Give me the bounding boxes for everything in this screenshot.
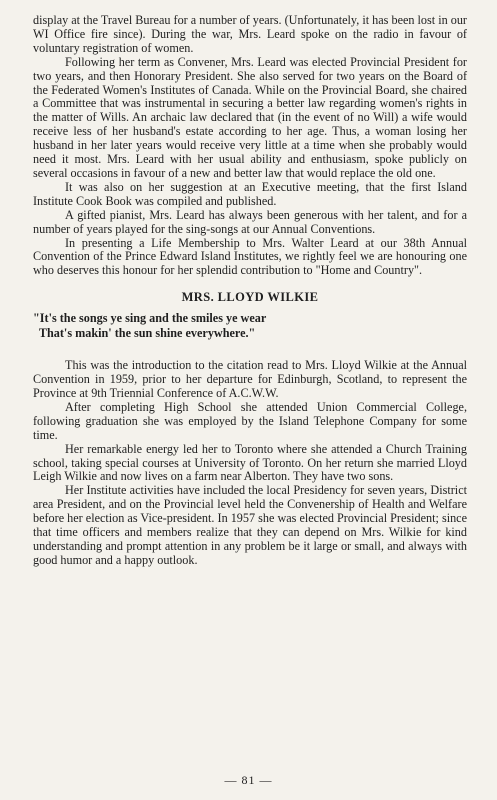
paragraph-introduction: This was the introduction to the citation read to Mrs. Lloyd Wilkie at the Annual Convention in 1959, prior to her departure for Edinburgh, Scotland, to represent the Province at 9th Triennial Conference of A.C.W.W.	[33, 358, 467, 401]
quote-line: "It's the songs ye sing and the smiles ye wear	[33, 311, 267, 326]
paragraph-toronto: Her remarkable energy led her to Toronto where she attended a Church Training school, taking special courses at University of Toronto. On her return she married Lloyd Leigh Wilkie and now lives on a farm near Alberton. They have two sons.	[33, 441, 467, 484]
paragraph-institute-activities: Her Institute activities have included the local Presidency for seven years, District area President, and on the Provincial level held the Convenership of Health and Welfare before her election as Vice-president. In 1957 she was elected Provincial President; since that time officers and members realize that they can depend on Mrs. Wilkie for kind understanding and prompt attention in any problem be it large or small, and always with good humor and a happy outlook.	[33, 483, 467, 567]
paragraph-life-membership: In presenting a Life Membership to Mrs. Walter Leard at our 38th Annual Convention of the Prince Edward Island Institutes, we rightly feel we are honouring one who deserves this honour for her splendid contribution to "Home and Country".	[33, 235, 467, 278]
quote-line: That's makin' the sun shine everywhere."	[33, 326, 256, 341]
epigraph-quote	[33, 311, 467, 341]
page-number: — 81 —	[224, 773, 273, 787]
paragraph-provincial-president: Following her term as Convener, Mrs. Leard was elected Provincial President for two years, and then Honorary President. She also served for two years on the Board of the Federated Women's Institutes of Canada. While on the Provincial Board, she chaired a Committee that was instrumental in securing a better law regarding women's rights in the matter of Wills. An archaic law declared that (in the event of no Will) a wife would receive less of her husband's estate according to her age. Thus, a woman losing her husband in her later years would receive very little at a time when she probably would need it most. Mrs. Leard with her usual ability and enthusiasm, spoke publicly on several occasions in favour of a new and better law that would replace the old one.	[33, 54, 467, 180]
paragraph-travel-bureau: display at the Travel Bureau for a number of years. (Unfortunately, it has been lost in our WI Office fire since). During the war, Mrs. Leard spoke on the radio in favour of voluntary registration of women.	[33, 13, 467, 55]
section-heading: MRS. LLOYD WILKIE	[181, 290, 319, 305]
paragraph-cook-book: It was also on her suggestion at an Executive meeting, that the first Island Institute Cook Book was compiled and published.	[33, 179, 467, 208]
paragraph-education: After completing High School she attended Union Commercial College, following graduation she was employed by the Island Telephone Company for some time.	[33, 399, 467, 442]
paragraph-pianist: A gifted pianist, Mrs. Leard has always been generous with her talent, and for a number of years played for the sing-songs at our Annual Conventions.	[33, 207, 467, 236]
